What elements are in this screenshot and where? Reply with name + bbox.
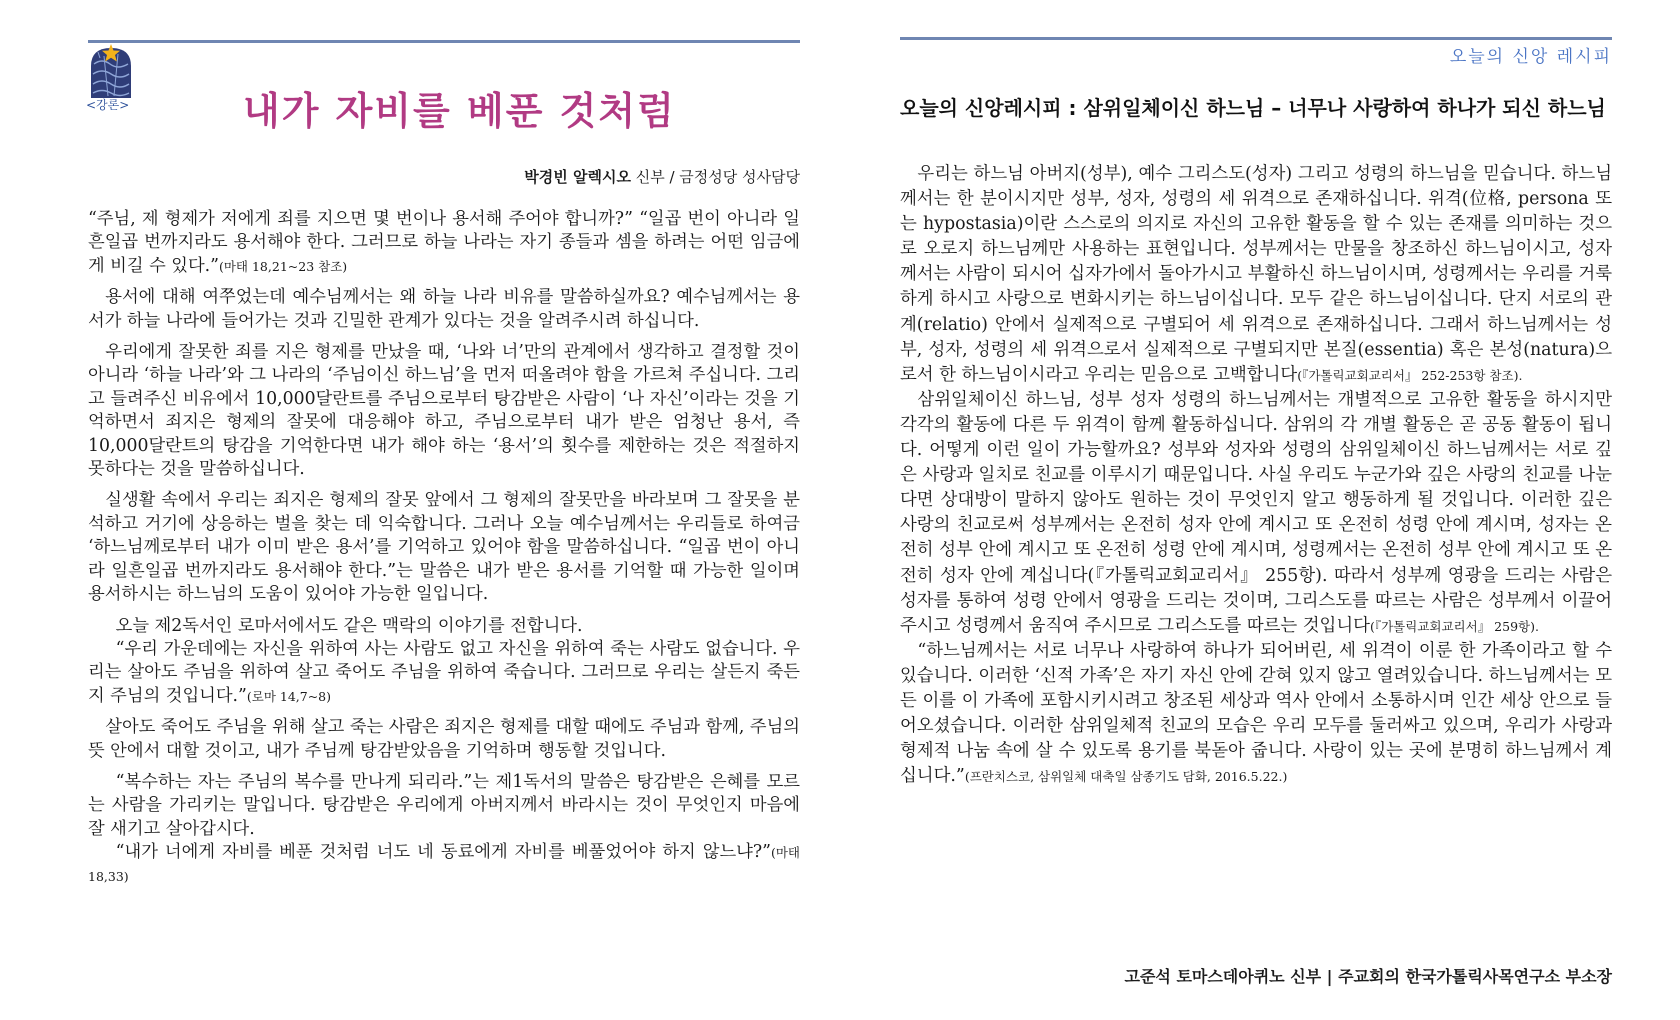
homily-body <box>88 208 800 888</box>
paragraph: 실생활 속에서 우리는 죄지은 형제의 잘못 앞에서 그 형제의 잘못만을 바라보며 그 잘못을 분석하고 거기에 상응하는 벌을 찾는 데 익숙합니다. 그러나 오늘 예수님께서는 우리들로 하여금 ‘하느님께로부터 내가 이미 받은 용서’를 기억하고 있어야 함을 말씀하십니다. “일곱 번이 아니라 일흔일곱 번까지라도 용서해야 한다.”는 말씀은 내가 받은 용서를 기억할 때 가능한 일이며 용서하시는 하느님의 도움이 있어야 가능한 일입니다. <box>88 490 800 605</box>
paragraph: 용서에 대해 여쭈었는데 예수님께서는 왜 하늘 나라 비유를 말씀하실까요? 예수님께서는 용서가 하늘 나라에 들어가는 것과 긴밀한 관계가 있다는 것을 알려주시려 하십니다. <box>88 287 800 331</box>
citation: (『가톨릭교회교리서』 259항). <box>1369 618 1539 634</box>
series-label: 오늘의 신앙 레시피 <box>1449 47 1612 67</box>
citation: (마태 18,33) <box>88 845 800 884</box>
right-top-rule <box>900 37 1612 40</box>
emblem-caption: <강론> <box>86 98 130 112</box>
author-role: 신부 / 금정성당 성사담당 <box>635 168 800 186</box>
left-top-rule <box>88 40 800 43</box>
paragraph: 우리에게 잘못한 죄를 지은 형제를 만났을 때, ‘나와 너’만의 관계에서 생각하고 결정할 것이 아니라 ‘하늘 나라’와 그 나라의 ‘주님이신 하느님’을 먼저 떠올려야 함을 가르쳐 주십니다. 그리고 들려주신 비유에서 10,000달란트를 주님으로부터 탕감받은 사람이 ‘나 자신’이라는 것을 기억하면서 죄지은 형제의 잘못에 대응해야 하고, 주님으로부터 내가 받은 엄청난 용서, 즉 10,000달란트의 탕감을 기억한다면 내가 해야 하는 ‘용서’의 횟수를 제한하는 것은 적절하지 못하다는 것을 말씀하십니다. <box>88 342 800 480</box>
citation: (『가톨릭교회교리서』 252-253항 참조). <box>1297 367 1523 383</box>
citation: (로마 14,7~8) <box>246 688 332 704</box>
article-author: 고준석 토마스데아퀴노 신부 | 주교회의 한국가톨릭사목연구소 부소장 <box>1124 967 1612 986</box>
paragraph: “주님, 제 형제가 저에게 죄를 지으면 몇 번이나 용서해 주어야 합니까?” “일곱 번이 아니라 일흔일곱 번까지라도 용서해야 한다. 그러므로 하늘 나라는 자기 종들과 셈을 하려는 어떤 임금에게 비길 수 있다.”(마태 18,21~23 참조) <box>88 209 800 276</box>
citation: (프란치스코, 삼위일체 대축일 삼종기도 담화, 2016.5.22.) <box>964 769 1288 785</box>
paragraph: “하느님께서는 서로 너무나 사랑하여 하나가 되어버린, 세 위격이 이룬 한 가족이라고 할 수 있습니다. 이러한 ‘신적 가족’은 자기 자신 안에 갇혀 있지 않고 열려있습니다. 하느님께서는 모든 이를 이 가족에 포함시키시려고 창조된 세상과 역사 안에서 소통하시며 인간 세상 안으로 들어오셨습니다. 이러한 삼위일체적 친교의 모습은 우리 모두를 둘러싸고 있으며, 우리가 사랑과 형제적 나눔 속에 살 수 있도록 용기를 북돋아 줍니다. 사랑이 있는 곳에 분명히 하느님께서 계십니다.”(프란치스코, 삼위일체 대축일 삼종기도 담화, 2016.5.22.) <box>900 640 1612 787</box>
article-body <box>900 162 1612 789</box>
article-title: 오늘의 신앙레시피 : 삼위일체이신 하느님 – 너무나 사랑하여 하나가 되신 하느님 <box>900 96 1606 120</box>
author-name: 박경빈 알렉시오 <box>524 168 631 186</box>
emblem-icon <box>88 44 134 98</box>
paragraph: 살아도 죽어도 주님을 위해 살고 죽는 사람은 죄지은 형제를 대할 때에도 주님과 함께, 주님의 뜻 안에서 대할 것이고, 내가 주님께 탕감받았음을 기억하며 행동할 것입니다. <box>88 717 800 761</box>
paragraph: 삼위일체이신 하느님, 성부 성자 성령의 하느님께서는 개별적으로 고유한 활동을 하시지만 각각의 활동에 다른 두 위격이 함께 활동하십니다. 삼위의 각 개별 활동은 곧 공동 활동이 됩니다. 어떻게 이런 일이 가능할까요? 성부와 성자와 성령의 삼위일체이신 하느님께서는 서로 깊은 사랑과 일치로 친교를 이루시기 때문입니다. 사실 우리도 누군가와 깊은 사랑의 친교를 나눈다면 상대방이 말하지 않아도 원하는 것이 무엇인지 알고 행동하게 될 것입니다. 이러한 깊은 사랑의 친교로써 성부께서는 온전히 성자 안에 계시고 또 온전히 성령 안에 계시며, 성자는 온전히 성부 안에 계시고 또 온전히 성령 안에 계시며, 성령께서는 온전히 성부 안에 계시고 또 온전히 성자 안에 계십니다(『가톨릭교회교리서』 255항). 따라서 성부께 영광을 드리는 사람은 성자를 통하여 성령 안에서 영광을 드리는 것이며, 그리스도를 따르는 사람은 성부께서 이끌어 주시고 성령께서 움직여 주시므로 그리스도를 따르는 것입니다(『가톨릭교회교리서』 259항). <box>900 389 1612 636</box>
paragraph: 오늘 제2독서인 로마서에서도 같은 맥락의 이야기를 전합니다. <box>115 615 583 636</box>
paragraph: “내가 너에게 자비를 베푼 것처럼 너도 네 동료에게 자비를 베풀었어야 하지 않느냐?”(마태 18,33) <box>88 842 800 884</box>
paragraph: 우리는 하느님 아버지(성부), 예수 그리스도(성자) 그리고 성령의 하느님을 믿습니다. 하느님께서는 한 분이시지만 성부, 성자, 성령의 세 위격으로 존재하십니다. 위격(位格, persona 또는 hypostasia)이란 스스로의 의지로 자신의 고유한 활동을 할 수 있는 존재를 의미하는 것으로 오로지 하느님께만 사용하는 표현입니다. 성부께서는 만물을 창조하신 하느님이시고, 성자께서는 사람이 되시어 십자가에서 돌아가시고 부활하신 하느님이시며, 성령께서는 우리를 거룩하게 하시고 사랑으로 변화시키는 하느님이십니다. 모두 같은 하느님이십니다. 단지 서로의 관계(relatio) 안에서 실제적으로 구별되어 세 위격으로 존재하십니다. 그래서 하느님께서는 성부, 성자, 성령의 세 위격으로서 실제적으로 구별되지만 본질(essentia) 혹은 본성(natura)으로서 한 하느님이시라고 우리는 믿음으로 고백합니다(『가톨릭교회교리서』 252-253항 참조). <box>900 164 1612 385</box>
paragraph: “복수하는 자는 주님의 복수를 만나게 되리라.”는 제1독서의 말씀은 탕감받은 은혜를 모르는 사람을 가리키는 말입니다. 탕감받은 우리에게 아버지께서 바라시는 것이 무엇인지 마음에 잘 새기고 살아갑시다. <box>88 771 800 839</box>
citation: (마태 18,21~23 참조) <box>218 258 348 274</box>
byline <box>524 166 800 187</box>
page-title: 내가 자비를 베푼 것처럼 <box>243 89 676 133</box>
paragraph: “우리 가운데에는 자신을 위하여 사는 사람도 없고 자신을 위하여 죽는 사람도 없습니다. 우리는 살아도 주님을 위하여 살고 죽어도 주님을 위하여 죽습니다. 그러므로 우리는 살든지 죽든지 주님의 것입니다.”(로마 14,7~8) <box>88 638 800 706</box>
